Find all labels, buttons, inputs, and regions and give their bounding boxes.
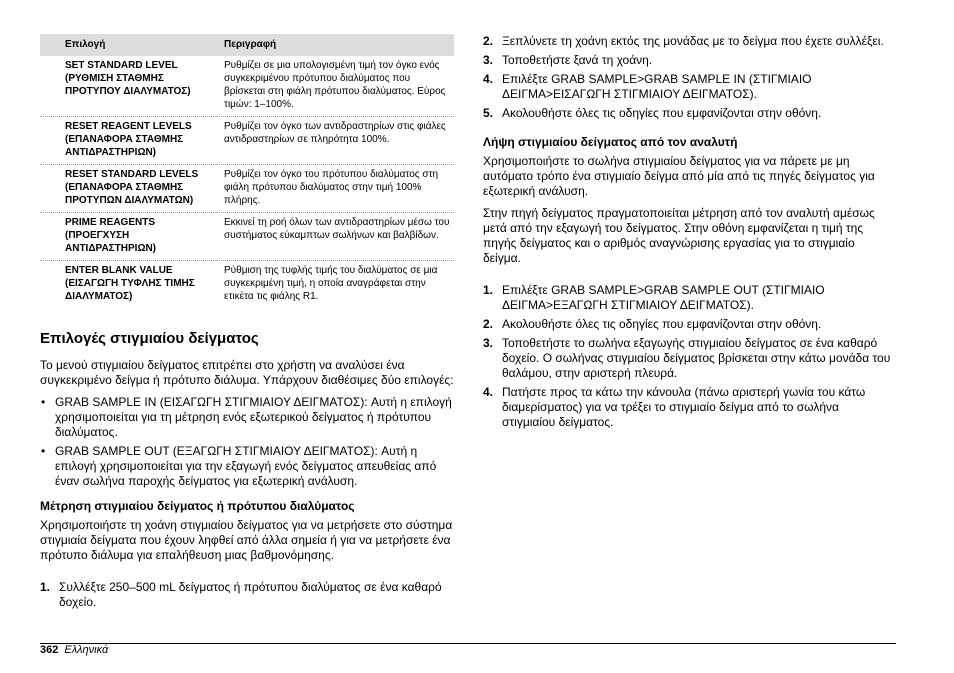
- option-name: RESET REAGENT LEVELS (ΕΠΑΝΑΦΟΡΑ ΣΤΑΘΜΗΣ ΑΝΤΙΔΡΑΣΤΗΡΙΩΝ): [40, 117, 216, 165]
- step-item: [483, 317, 895, 332]
- option-name: PRIME REAGENTS (ΠΡΟΕΓΧΥΣΗ ΑΝΤΙΔΡΑΣΤΗΡΙΩΝ): [40, 213, 216, 261]
- option-name: SET STANDARD LEVEL (ΡΥΘΜΙΣΗ ΣΤΑΘΜΗΣ ΠΡΟΤΥΠΟΥ ΔΙΑΛΥΜΑΤΟΣ): [40, 56, 216, 117]
- step-number: 3.: [483, 336, 494, 350]
- option-description: Εκκινεί τη ροή όλων των αντιδραστηρίων μέσω του συστήματος εύκαμπτων σωλήνων και βαλβίδων.: [216, 213, 454, 261]
- step-number: 4.: [483, 385, 494, 399]
- step-item: [483, 385, 895, 430]
- table-row: [40, 165, 454, 213]
- list-item: [40, 395, 454, 440]
- grab-section-title: Επιλογές στιγμιαίου δείγματος: [40, 330, 259, 347]
- step-text: Επιλέξτε GRAB SAMPLE>GRAB SAMPLE IN (ΣΤΙΓΜΙΑΙΟ ΔΕΙΓΜΑ>ΕΙΣΑΓΩΓΗ ΣΤΙΓΜΙΑΙΟΥ ΔΕΙΓΜΑΤΟΣ).: [502, 72, 812, 101]
- step-text: Τοποθετήστε ξανά τη χοάνη.: [502, 53, 653, 67]
- step-number: 2.: [483, 317, 494, 331]
- grab-section-intro: Το μενού στιγμιαίου δείγματος επιτρέπει στο χρήστη να αναλύσει ένα συγκεκριμένο δείγμα ή πρότυπο διάλυμα. Υπάρχουν διαθέσιμες δύο επιλογές:: [40, 358, 454, 387]
- table-row: [40, 261, 454, 309]
- step-item: [483, 106, 895, 121]
- footer-language: Ελληνικά: [64, 644, 109, 656]
- step-text: Ξεπλύνετε τη χοάνη εκτός της μονάδας με το δείγμα που έχετε συλλέξει.: [502, 34, 884, 48]
- option-name: RESET STANDARD LEVELS (ΕΠΑΝΑΦΟΡΑ ΣΤΑΘΜΗΣ ΠΡΟΤΥΠΩΝ ΔΙΑΛΥΜΑΤΩΝ): [40, 165, 216, 213]
- analyzer-para-1: Χρησιμοποιήστε το σωλήνα στιγμιαίου δείγματος για να πάρετε με μη αυτόματο τρόπο ένα στιγμιαίο δείγμα από μία από τις πηγές δείγματος για εξωτερική ανάλυση.: [483, 154, 875, 198]
- step-text: Συλλέξτε 250–500 mL δείγματος ή πρότυπου διαλύματος σε ένα καθαρό δοχείο.: [59, 580, 442, 609]
- options-table: [40, 34, 454, 308]
- header-option: Επιλογή: [40, 34, 216, 56]
- table-row: [40, 117, 454, 165]
- table-row: [40, 213, 454, 261]
- page-number: 362: [40, 644, 59, 656]
- right-column: [483, 34, 895, 434]
- step-number: 4.: [483, 72, 494, 86]
- option-name: ENTER BLANK VALUE (ΕΙΣΑΓΩΓΗ ΤΥΦΛΗΣ ΤΙΜΗΣ ΔΙΑΛΥΜΑΤΟΣ): [65, 265, 195, 302]
- step-number: 2.: [483, 34, 494, 48]
- step-item: [483, 53, 895, 68]
- list-item-text: GRAB SAMPLE OUT (ΕΞΑΓΩΓΗ ΣΤΙΓΜΙΑΙΟΥ ΔΕΙΓΜΑΤΟΣ): Αυτή η επιλογή χρησιμοποιείται για την εξαγωγή ενός δείγματος απευθείας από έναν σωλήνα παροχής δείγματος για εξωτερική ανάλυση.: [55, 444, 437, 488]
- footer-divider: [40, 643, 896, 644]
- measure-steps-right: [483, 34, 895, 121]
- step-number: 1.: [40, 580, 51, 594]
- table-header-row: [40, 34, 454, 56]
- bullet-icon: •: [41, 395, 46, 409]
- grab-options-list: [40, 395, 454, 489]
- option-description: Ρυθμίζει τον όγκο των αντιδραστηρίων στις φιάλες αντιδραστηρίων σε πληρότητα 100%.: [216, 117, 454, 165]
- step-item: [483, 72, 895, 102]
- page-footer: [40, 644, 108, 657]
- option-description: Ρυθμίζει τον όγκο του πρότυπου διαλύματος στη φιάλη πρότυπου διαλύματος στην τιμή 100% πλήρης.: [216, 165, 454, 213]
- analyzer-steps: [483, 283, 895, 430]
- bullet-icon: •: [41, 444, 46, 458]
- step-number: 5.: [483, 106, 494, 120]
- step-text: Πατήστε προς τα κάτω την κάνουλα (πάνω αριστερή γωνία του κάτω διαμερίσματος) για να τρέξει το στιγμιαίο δείγμα από το σωλήνα στιγμιαίου δείγματος.: [502, 385, 866, 429]
- step-text: Ακολουθήστε όλες τις οδηγίες που εμφανίζονται στην οθόνη.: [502, 106, 822, 120]
- list-item-text: GRAB SAMPLE IN (ΕΙΣΑΓΩΓΗ ΣΤΙΓΜΙΑΙΟΥ ΔΕΙΓΜΑΤΟΣ): Αυτή η επιλογή χρησιμοποιείται για τη μέτρηση ενός εξωτερικού δείγματος ή πρότυπου διαλύματος.: [55, 395, 452, 439]
- option-description: Ρύθμιση της τυφλής τιμής του διαλύματος σε μια συγκεκριμένη τιμή, η οποία αναγράφεται στην ετικέτα τις φιάλης R1.: [224, 265, 438, 302]
- header-description: Περιγραφή: [216, 34, 454, 56]
- analyzer-section-title: Λήψη στιγμιαίου δείγματος από τον αναλυτή: [483, 135, 738, 149]
- measure-section-intro: Χρησιμοποιήστε τη χοάνη στιγμιαίου δείγματος για να μετρήσετε στο σύστημα στιγμιαία δείγματα που έχουν ληφθεί από άλλα σημεία ή για να μετρήσετε ένα πρότυπο διάλυμα για επαλήθευση μιας βαθμονόμησης.: [40, 518, 453, 562]
- step-item: [483, 336, 895, 381]
- step-item: [40, 580, 454, 610]
- step-text: Επιλέξτε GRAB SAMPLE>GRAB SAMPLE OUT (ΣΤΙΓΜΙΑΙΟ ΔΕΙΓΜΑ>ΕΞΑΓΩΓΗ ΣΤΙΓΜΙΑΙΟΥ ΔΕΙΓΜΑΤΟΣ).: [502, 283, 825, 312]
- step-item: [483, 283, 895, 313]
- option-description: Ρυθμίζει σε μια υπολογισμένη τιμή τον όγκο ενός συγκεκριμένου πρότυπου διαλύματος που βρίσκεται στη φιάλη πρότυπου διαλύματος. Εύρος τιμών: 1–100%.: [216, 56, 454, 117]
- measure-section-title: Μέτρηση στιγμιαίου δείγματος ή πρότυπου διαλύματος: [40, 499, 355, 513]
- step-number: 1.: [483, 283, 494, 297]
- list-item: [40, 444, 454, 489]
- left-column: [40, 34, 454, 614]
- table-row: [40, 56, 454, 117]
- step-number: 3.: [483, 53, 494, 67]
- step-item: [483, 34, 895, 49]
- step-text: Ακολουθήστε όλες τις οδηγίες που εμφανίζονται στην οθόνη.: [502, 317, 822, 331]
- analyzer-para-2: Στην πηγή δείγματος πραγματοποιείται μέτρηση από τον αναλυτή αμέσως μετά από την εξαγωγή του δείγματος. Στην οθόνη εμφανίζεται η τιμή της πηγής δείγματος και ο αριθμός αναγνώρισης εργασίας για το στιγμιαίο δείγμα.: [483, 206, 875, 265]
- measure-steps-left: [40, 580, 454, 610]
- step-text: Τοποθετήστε το σωλήνα εξαγωγής στιγμιαίου δείγματος σε ένα καθαρό δοχείο. Ο σωλήνας στιγμιαίου δείγματος βρίσκεται στην κάτω μονάδα του θαλάμου, στην αριστερή πλευρά.: [502, 336, 891, 380]
